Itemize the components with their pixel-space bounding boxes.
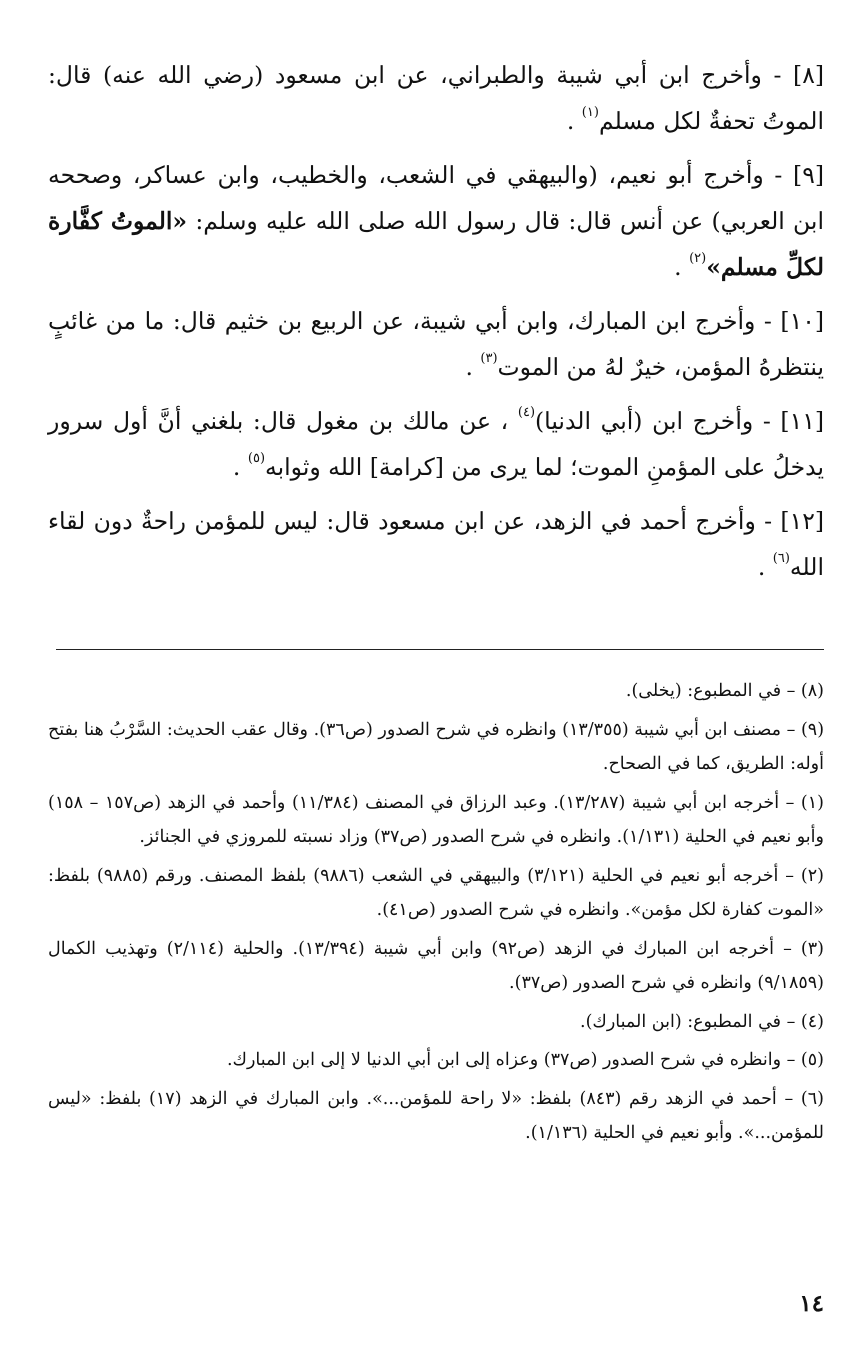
footnote: (٩) – مصنف ابن أبي شيبة (١٣/٣٥٥) وانظره في شرح الصدور (ص٣٦). وقال عقب الحديث: السَّرْبُ هنا بفتح أوله: الطريق، كما في الصحاح.	[48, 719, 825, 774]
paragraph-end: .	[566, 107, 582, 135]
paragraph-9	[48, 152, 824, 290]
paragraph-10	[48, 298, 824, 390]
footnote: (٤) – في المطبوع: (ابن المبارك).	[580, 1011, 824, 1032]
paragraph-end: .	[757, 553, 773, 581]
paragraph-text: [٩] - وأخرج أبو نعيم، (والبيهقي في الشعب، والخطيب، وابن عساكر، وصححه ابن العربي) عن أنس قال: قال رسول الله صلى الله عليه وسلم:	[48, 161, 824, 235]
main-text	[48, 52, 824, 590]
footnotes	[48, 674, 824, 1155]
footnote: (٨) – في المطبوع: (يخلى).	[625, 681, 824, 701]
footnote-ref: (٣)	[480, 351, 498, 367]
footnote-divider	[56, 649, 824, 650]
footnote-ref: (١)	[581, 105, 599, 121]
paragraph-text: [١٢] - وأخرج أحمد في الزهد، عن ابن مسعود قال: ليس للمؤمن راحةٌ دون لقاء الله	[48, 507, 824, 581]
paragraph-11	[48, 398, 824, 490]
footnote: (٣) – أخرجه ابن المبارك في الزهد (ص٩٢) وابن أبي شيبة (١٣/٣٩٤). والحلية (٢/١١٤) وتهذيب الكمال (٩/١٨٥٩) وانظره في شرح الصدور (ص٣٧).	[48, 938, 824, 993]
footnote: (٦) – أحمد في الزهد رقم (٨٤٣) بلفظ: «لا راحة للمؤمن...». وابن المبارك في الزهد (١٧) بلفظ: «ليس للمؤمن...». وأبو نعيم في الحلية (١/١٣٦).	[48, 1088, 824, 1143]
hadith-quote: «الموتُ كفَّارة لكلِّ مسلم»	[48, 207, 824, 281]
footnote: (٢) – أخرجه أبو نعيم في الحلية (٣/١٢١) والبيهقي في الشعب (٩٨٨٦) بلفظ المصنف. ورقم (٩٨٨٥) بلفظ: «الموت كفارة لكل مؤمن». وانظره في شرح الصدور (ص٤١).	[48, 865, 824, 920]
paragraph-8	[48, 52, 824, 144]
paragraph-text: [١٠] - وأخرج ابن المبارك، وابن أبي شيبة، عن الربيع بن خثيم قال: ما من غائبٍ ينتظرهُ المؤمن، خيرٌ لهُ من الموت	[48, 307, 824, 381]
footnote: (٥) – وانظره في شرح الصدور (ص٣٧) وعزاه إلى ابن أبي الدنيا لا إلى ابن المبارك.	[226, 1050, 824, 1070]
paragraph-12	[48, 498, 824, 590]
paragraph-end: .	[232, 453, 248, 481]
document-page	[48, 52, 824, 1342]
page-number: ١٤	[799, 1290, 824, 1317]
footnote-ref: (٢)	[689, 251, 707, 267]
paragraph-end: .	[674, 253, 690, 281]
paragraph-end: .	[465, 353, 481, 381]
paragraph-text-continued: ، عن مالك بن مغول قال: بلغني أنَّ أول سرور يدخلُ على المؤمنِ الموت؛ لما يرى من [كرامة] الله وثوابه	[48, 407, 824, 481]
footnote: (١) – أخرجه ابن أبي شيبة (١٣/٢٨٧). وعبد الرزاق في المصنف (١١/٣٨٤) وأحمد في الزهد (ص١٥٧ – ١٥٨) وأبو نعيم في الحلية (١/١٣١). وانظره في شرح الصدور (ص٣٧) وزاد نسبته للمروزي في الجنائز.	[48, 792, 824, 847]
footnote-ref: (٤)	[517, 405, 536, 421]
paragraph-text: [٨] - وأخرج ابن أبي شيبة والطبراني، عن ابن مسعود (رضي الله عنه) قال: الموتُ تحفةٌ لكل مسلم	[48, 61, 824, 135]
footnote-ref: (٦)	[772, 551, 790, 567]
footnote-ref: (٥)	[247, 451, 266, 467]
paragraph-text: [١١] - وأخرج ابن (أبي الدنيا)	[535, 407, 824, 435]
